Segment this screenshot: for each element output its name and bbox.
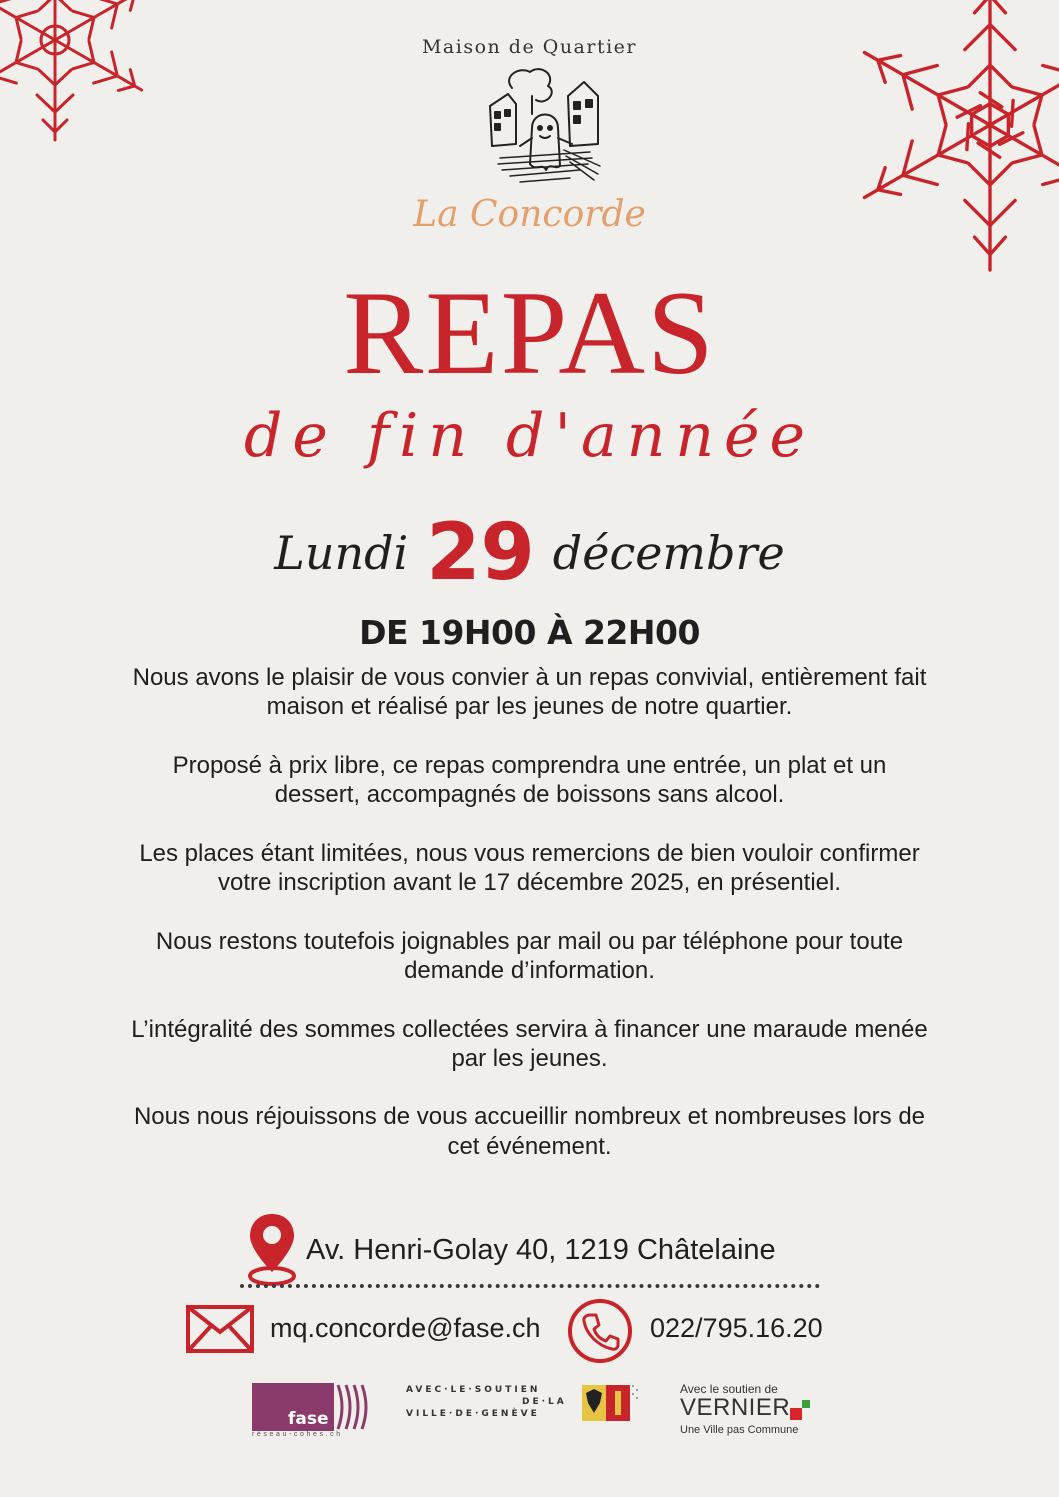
event-subtitle: de fin d'année [243,401,816,471]
date-weekday: Lundi [274,526,409,580]
geneve-line-1: AVEC·LE·SOUTIEN [406,1385,541,1395]
fase-logo-box [252,1383,334,1431]
fase-name: fase [288,1409,329,1429]
paragraph: Nous avons le plaisir de vous convier à un repas convivial, entièrement fait maison et réalisé par les jeunes de notre quartier. [132,664,927,721]
event-time: DE 19H00 À 22H00 [359,613,700,652]
event-description [130,663,929,1190]
vernier-tagline: Une Ville pas Commune [680,1424,799,1436]
fase-logo [252,1383,370,1439]
org-name: Maison de Quartier [421,36,638,58]
fase-subtitle: réseau-cohes.ch [252,1431,343,1438]
vernier-squares-icon [790,1400,812,1422]
event-title: REPAS [343,266,716,399]
divider [240,1284,820,1288]
date-month: décembre [552,526,785,580]
address: Av. Henri-Golay 40, 1219 Châtelaine [306,1234,776,1266]
snowflake-left-icon [0,0,165,150]
vernier-support-text: Avec le soutien de [680,1382,778,1396]
event-date [0,508,1059,598]
phone-icon [566,1297,634,1365]
paragraph: Nous nous réjouissons de vous accueillir nombreux et nombreuses lors de cet événement. [133,1103,926,1160]
geneve-line-3: VILLE·DE·GENÈVE [406,1409,540,1419]
vernier-name: VERNIER [680,1394,791,1421]
ghost-houses-logo-icon [480,66,610,198]
geneve-line-2: DE·LA [522,1397,567,1407]
geneve-logo [406,1383,646,1433]
paragraph: L’intégralité des sommes collectées servira à financer une maraude menée par les jeunes. [131,1015,928,1072]
location-pin-icon [244,1210,300,1288]
date-day: 29 [426,508,535,598]
geneve-coat-of-arms-icon [582,1383,642,1423]
fase-bars-icon [336,1383,370,1431]
phone-number[interactable]: 022/795.16.20 [650,1313,823,1343]
paragraph: Nous restons toutefois joignables par mail ou par téléphone pour toute demande d’information. [155,927,904,984]
paragraph: Proposé à prix libre, ce repas comprendra une entrée, un plat et un dessert, accompagnés de boissons sans alcool. [172,751,887,809]
vernier-logo [680,1380,820,1440]
brand-name: La Concorde [413,194,646,235]
paragraph: Les places étant limitées, nous vous remercions de bien vouloir confirmer votre inscription avant le 17 décembre 2025, en présentiel. [139,839,920,897]
mail-icon [185,1304,255,1354]
email-link[interactable]: mq.concorde@fase.ch [270,1313,541,1343]
